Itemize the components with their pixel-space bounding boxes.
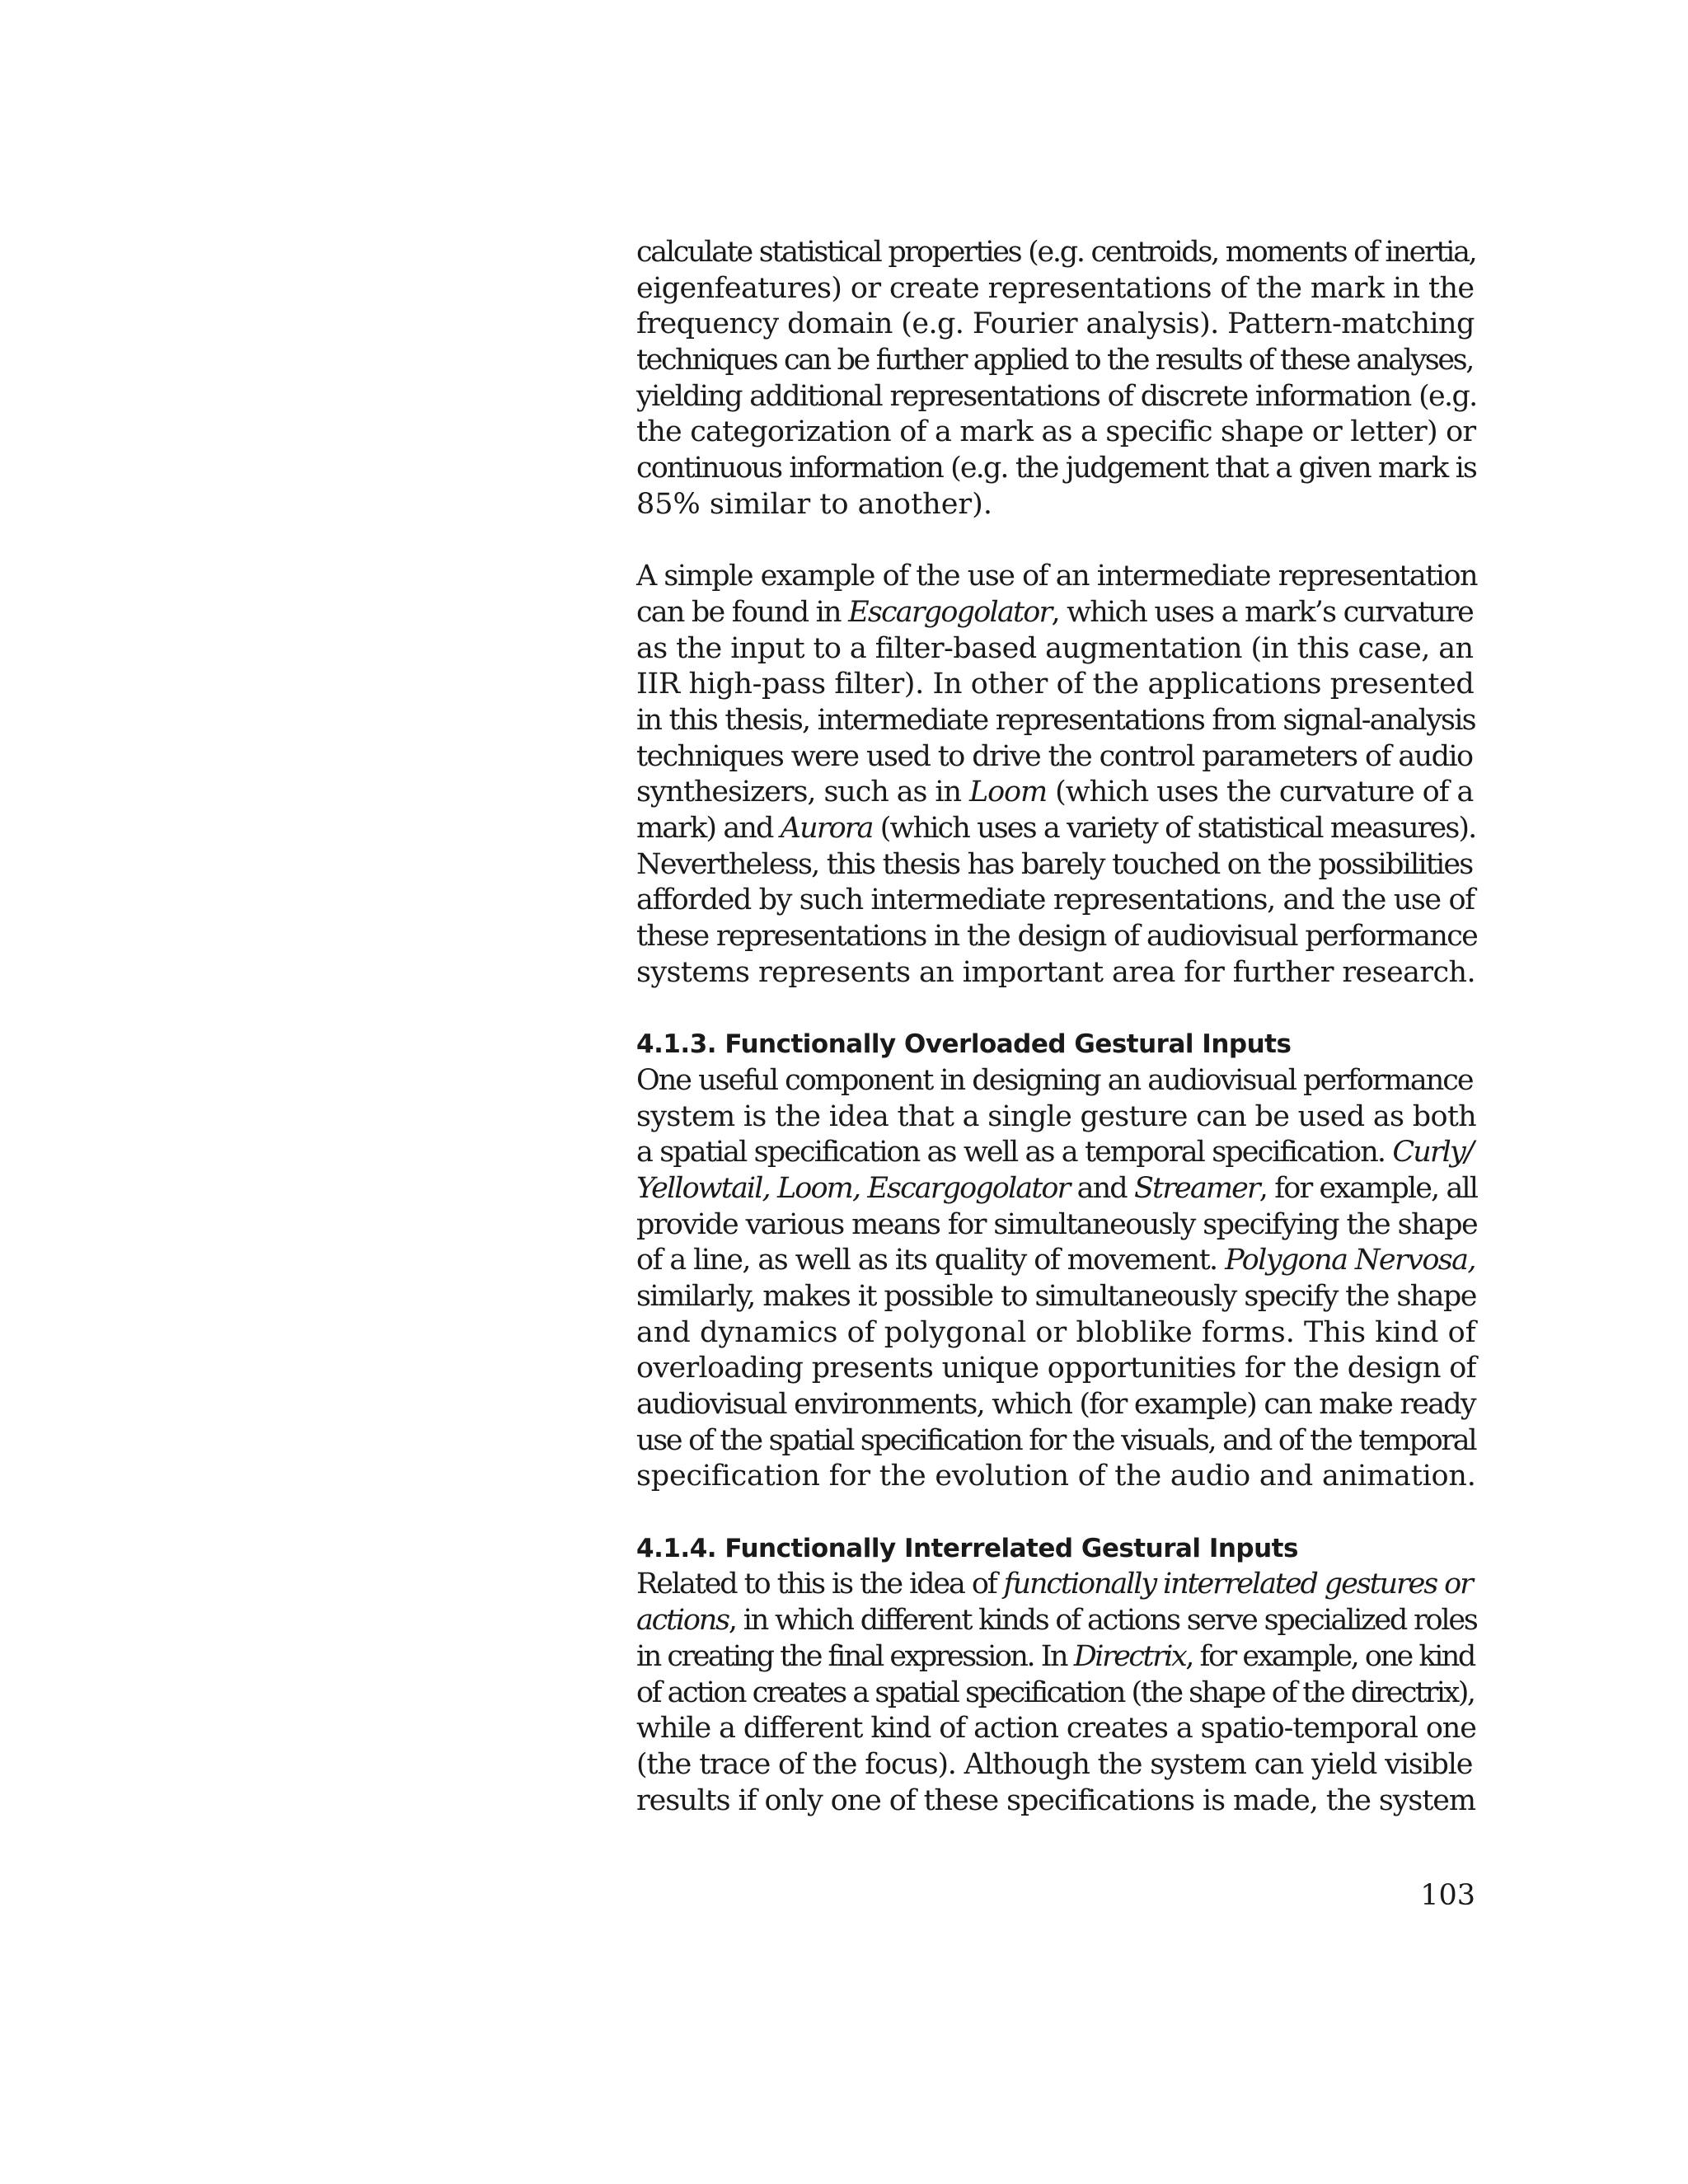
- text-line: provide various means for simultaneously specifying the shape: [636, 1207, 1478, 1241]
- text-line: actions, in which different kinds of actions serve specialized roles: [636, 1604, 1477, 1638]
- text-line: afforded by such intermediate representations, and the use of: [636, 883, 1475, 917]
- text-line: A simple example of the use of an intermediate representation: [636, 560, 1478, 593]
- paragraph-signal-analysis: [636, 235, 1477, 523]
- text-line: overloading presents unique opportunities for the design of: [636, 1352, 1476, 1385]
- text-line: audiovisual environments, which (for example) can make ready: [636, 1388, 1475, 1421]
- text-line: in creating the final expression. In Directrix, for example, one kind: [636, 1639, 1475, 1673]
- work-title: Loom: [968, 776, 1048, 809]
- text-line: use of the spatial specification for the visuals, and of the temporal: [636, 1423, 1476, 1457]
- emphasized-phrase: functionally interrelated gestures or: [1003, 1568, 1472, 1601]
- text-line: Related to this is the idea of functionally interrelated gestures or: [636, 1568, 1472, 1601]
- text-line: systems represents an important area for further research.: [636, 955, 1475, 989]
- text-line: Yellowtail, Loom, Escargogolator and Streamer, for example, all: [636, 1171, 1478, 1205]
- text-line: system is the idea that a single gesture can be used as both: [636, 1099, 1477, 1133]
- work-title: Aurora: [780, 812, 873, 845]
- text-line: continuous information (e.g. the judgement that a given mark is: [636, 452, 1476, 485]
- text-line: techniques can be further applied to the results of these analyses,: [636, 344, 1473, 377]
- text-line: techniques were used to drive the control parameters of audio: [636, 739, 1473, 773]
- text-line: these representations in the design of audiovisual performance: [636, 920, 1478, 954]
- text-line: frequency domain (e.g. Fourier analysis). Pattern-matching: [636, 307, 1475, 341]
- text-line: calculate statistical properties (e.g. centroids, moments of inertia,: [636, 236, 1476, 269]
- paragraph-overloaded-inputs: [636, 1063, 1477, 1495]
- text-line: IIR high-pass filter). In other of the applications presented: [636, 668, 1475, 701]
- work-title: Directrix: [1073, 1639, 1186, 1673]
- text-line: of a line, as well as its quality of movement. Polygona Nervosa,: [636, 1244, 1475, 1277]
- text-line: of action creates a spatial specification (the shape of the directrix),: [636, 1675, 1475, 1709]
- text-line: while a different kind of action creates a spatio-temporal one: [636, 1712, 1476, 1746]
- page-body: [636, 235, 1477, 1819]
- paragraph-interrelated-inputs: [636, 1567, 1477, 1819]
- text-line: similarly, makes it possible to simultaneously specify the shape: [636, 1279, 1476, 1313]
- work-title: Polygona Nervosa,: [1225, 1244, 1475, 1277]
- emphasized-phrase: actions: [636, 1604, 729, 1638]
- text-line: can be found in Escargogolator, which uses a mark’s curvature: [636, 595, 1473, 629]
- work-title: Streamer: [1133, 1171, 1259, 1205]
- text-line: the categorization of a mark as a specific shape or letter) or: [636, 415, 1476, 449]
- text-line: Nevertheless, this thesis has barely touched on the possibilities: [636, 847, 1473, 881]
- text-line: in this thesis, intermediate representations from signal-analysis: [636, 703, 1475, 737]
- text-line: and dynamics of polygonal or bloblike forms. This kind of: [636, 1315, 1476, 1349]
- text-line: yielding additional representations of discrete information (e.g.: [636, 379, 1477, 413]
- paragraph-spacer: [636, 991, 1477, 1027]
- text-line: a spatial specification as well as a temporal specification. Curly/: [636, 1136, 1473, 1169]
- work-title: Curly/: [1392, 1136, 1473, 1169]
- paragraph-spacer: [636, 523, 1477, 560]
- text-line: synthesizers, such as in Loom (which uses the curvature of a: [636, 776, 1474, 809]
- section-heading-4-1-3: 4.1.3. Functionally Overloaded Gestural Inputs: [636, 1029, 1292, 1060]
- text-line: results if only one of these specifications is made, the system: [636, 1783, 1475, 1817]
- text-line: eigenfeatures) or create representations of the mark in the: [636, 271, 1475, 305]
- section-heading-4-1-4: 4.1.4. Functionally Interrelated Gestural Inputs: [636, 1533, 1298, 1563]
- text-line: mark) and Aurora (which uses a variety of statistical measures).: [636, 812, 1476, 845]
- page-number: 103: [1420, 1879, 1475, 1912]
- paragraph-intermediate-representation: [636, 559, 1477, 991]
- text-line: 85% similar to another).: [636, 487, 992, 521]
- work-title: Yellowtail, Loom, Escargogolator: [636, 1171, 1070, 1205]
- text-line: One useful component in designing an audiovisual performance: [636, 1063, 1473, 1097]
- work-title: Escargogolator: [848, 595, 1052, 629]
- text-line: specification for the evolution of the audio and animation.: [636, 1460, 1476, 1493]
- paragraph-spacer: [636, 1495, 1477, 1531]
- text-line: (the trace of the focus). Although the system can yield visible: [636, 1747, 1473, 1781]
- text-line: as the input to a filter-based augmentation (in this case, an: [636, 631, 1474, 665]
